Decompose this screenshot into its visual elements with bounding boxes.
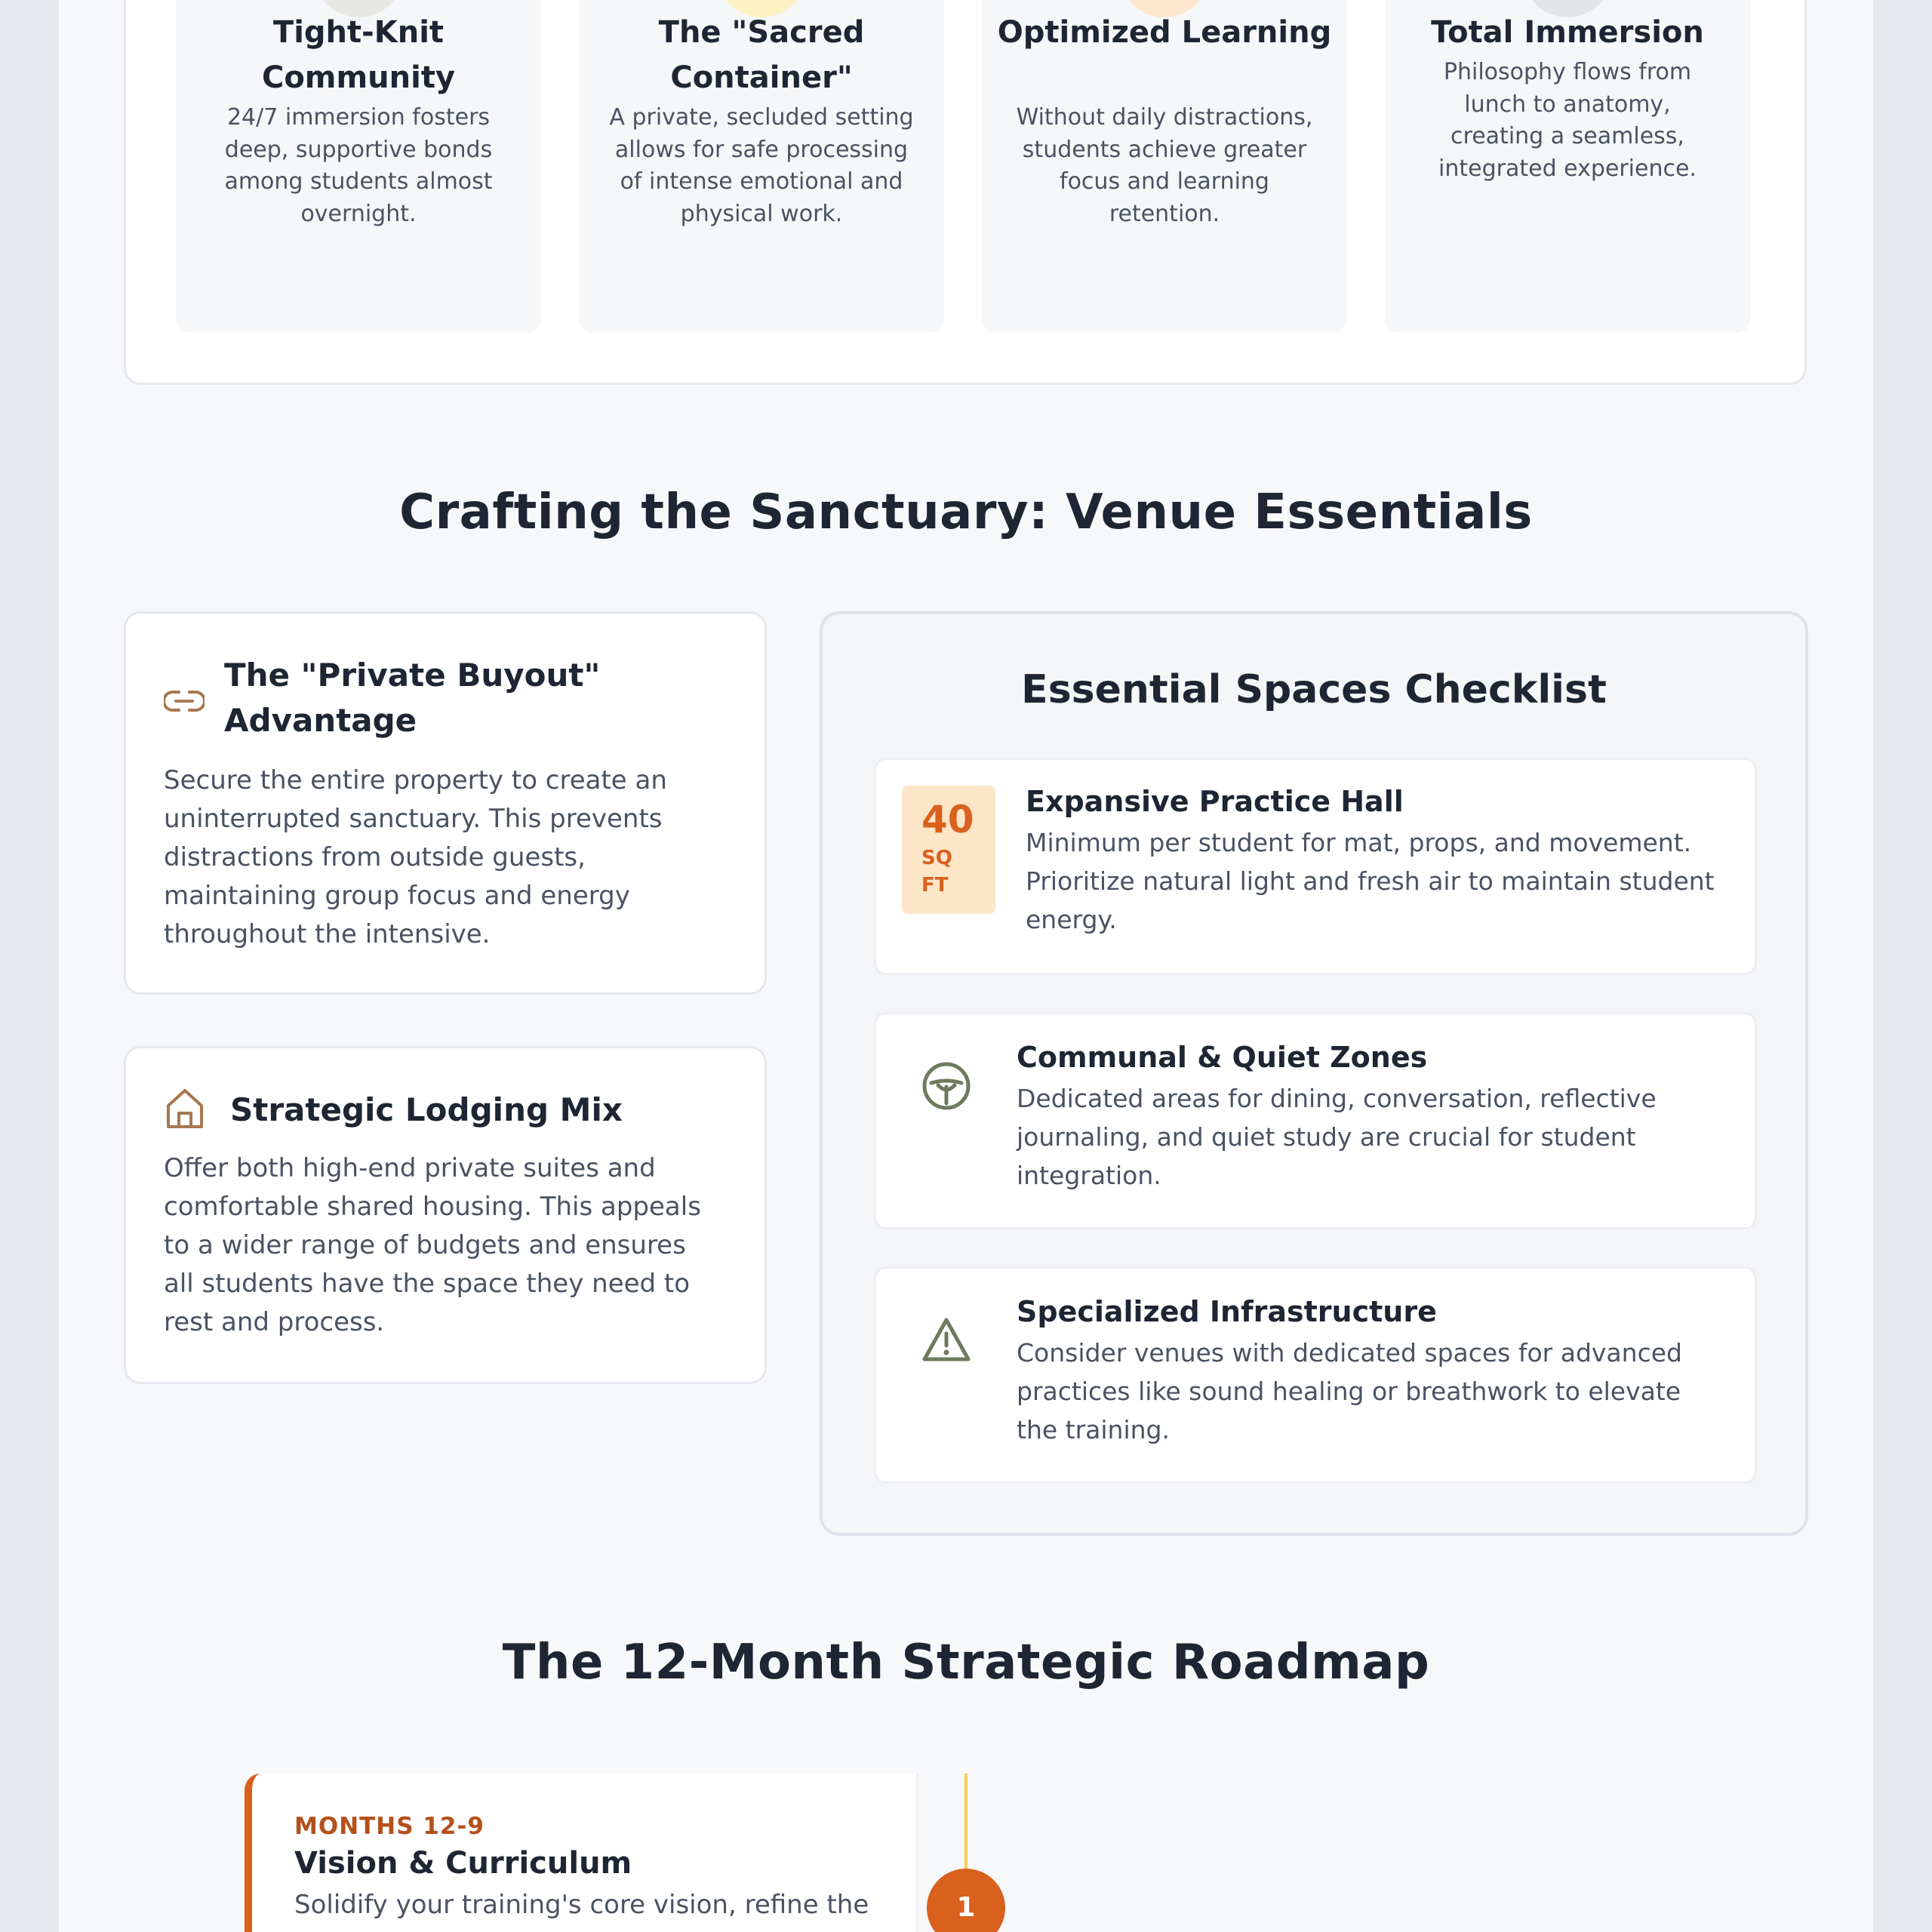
sqft-value: 40 bbox=[921, 798, 974, 841]
sqft-badge bbox=[902, 786, 995, 914]
checklist-item-specialized-infrastructure bbox=[874, 1266, 1757, 1484]
item-title: Communal & Quiet Zones bbox=[1017, 1041, 1428, 1074]
sqft-unit: SQ FT bbox=[921, 847, 952, 897]
benefit-text: A private, secluded setting allows for safe processing of intense emotional and physical work. bbox=[609, 104, 914, 227]
benefit-title: Tight-Knit Community bbox=[261, 15, 456, 95]
card-text: Secure the entire property to create an uninterrupted sanctuary. This prevents distractions from outside guests, maintaining group focus and energy throughout the intensive. bbox=[164, 765, 667, 949]
benefits-panel bbox=[124, 0, 1807, 385]
checklist-item-practice-hall bbox=[874, 758, 1757, 975]
checklist-title: Essential Spaces Checklist bbox=[1021, 667, 1607, 712]
benefit-card-total-immersion bbox=[1385, 0, 1750, 333]
lodging-mix-card bbox=[124, 1046, 767, 1384]
home-icon bbox=[164, 1086, 206, 1134]
item-text: Consider venues with dedicated spaces for advanced practices like sound healing or breathwork to elevate the training. bbox=[1017, 1338, 1682, 1444]
card-text: Offer both high-end private suites and comfortable shared housing. This appeals to a wider range of budgets and ensures all students have the space they need to rest and process. bbox=[164, 1153, 701, 1337]
private-buyout-card bbox=[124, 611, 767, 995]
page bbox=[59, 0, 1873, 1932]
steering-wheel-icon bbox=[920, 1060, 973, 1112]
roadmap-phase-card bbox=[245, 1774, 916, 1932]
benefit-title: The "Sacred Container" bbox=[658, 15, 865, 95]
phase-label: MONTHS 12-9 bbox=[294, 1813, 485, 1840]
essential-spaces-checklist bbox=[820, 611, 1808, 1536]
roadmap-section-title: The 12-Month Strategic Roadmap bbox=[502, 1635, 1430, 1690]
item-title: Specialized Infrastructure bbox=[1017, 1295, 1437, 1328]
benefit-card-optimized-learning bbox=[982, 0, 1347, 333]
warning-icon bbox=[920, 1315, 973, 1368]
checklist-item-communal-zones bbox=[874, 1012, 1757, 1229]
benefit-text: Without daily distractions, students achieve greater focus and learning retention. bbox=[1016, 104, 1313, 227]
timeline-step-marker: 1 bbox=[927, 1869, 1005, 1932]
link-icon bbox=[164, 686, 205, 719]
benefit-card-community bbox=[176, 0, 541, 333]
phase-text: Solidify your training's core vision, refine the bbox=[294, 1890, 869, 1920]
item-text: Minimum per student for mat, props, and movement. Prioritize natural light and fresh air to maintain student energy. bbox=[1026, 828, 1715, 934]
benefit-text: 24/7 immersion fosters deep, supportive bonds among students almost overnight. bbox=[224, 104, 493, 227]
item-text: Dedicated areas for dining, conversation, reflective journaling, and quiet study are crucial for student integration. bbox=[1017, 1084, 1657, 1190]
benefit-text: Philosophy flows from lunch to anatomy, creating a seamless, integrated experience. bbox=[1438, 59, 1697, 182]
benefit-title: Total Immersion bbox=[1431, 15, 1704, 50]
venue-section-title: Crafting the Sanctuary: Venue Essentials bbox=[399, 485, 1533, 540]
card-title: The "Private Buyout" Advantage bbox=[224, 657, 601, 739]
phase-title: Vision & Curriculum bbox=[294, 1846, 632, 1881]
benefit-card-sacred-container bbox=[579, 0, 944, 333]
card-title: Strategic Lodging Mix bbox=[230, 1091, 623, 1128]
item-title: Expansive Practice Hall bbox=[1026, 785, 1404, 818]
benefit-title: Optimized Learning bbox=[997, 15, 1332, 50]
